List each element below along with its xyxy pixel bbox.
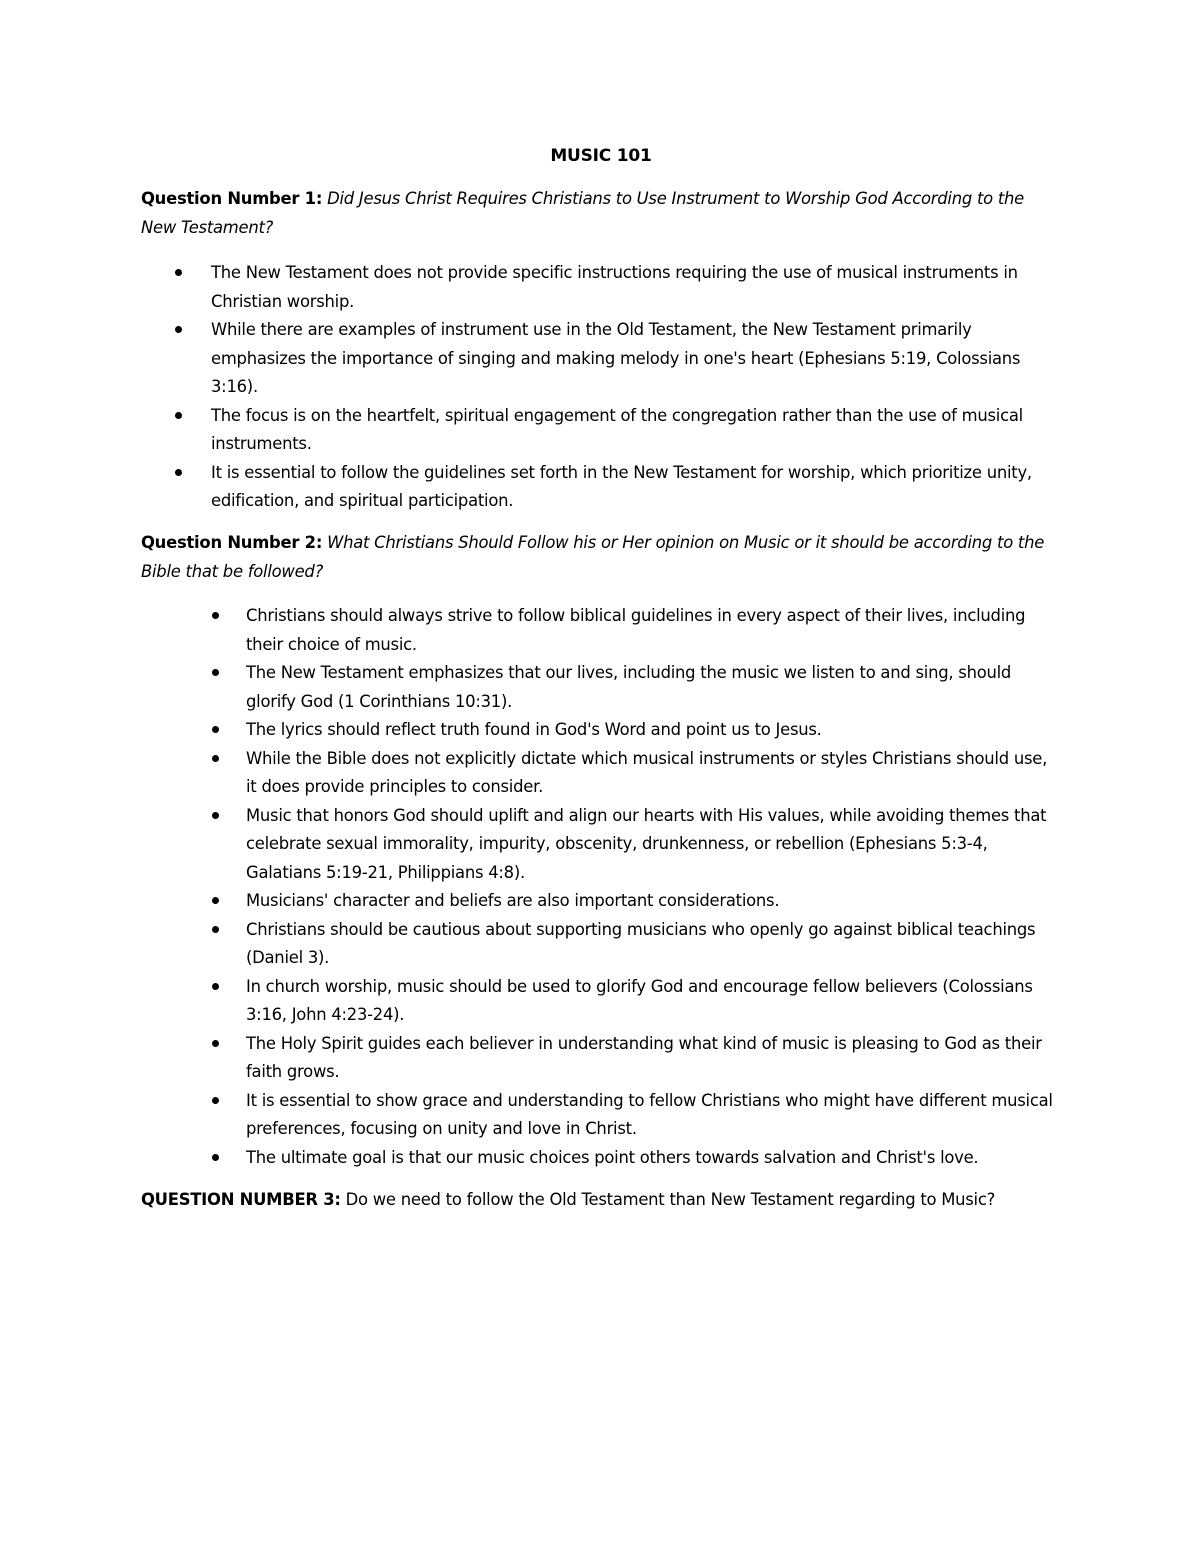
question-1-text: Did Jesus Christ Requires Christians to Use Instrument to Worship God According to the New Testament? — [141, 189, 1025, 237]
bullet-text: While the Bible does not explicitly dictate which musical instruments or styles Christians should use, it does provide principles to consider. — [246, 748, 1048, 796]
bullet-text: The ultimate goal is that our music choices point others towards salvation and Christ's love. — [246, 1147, 979, 1167]
bullet-item — [246, 802, 1061, 888]
bullet-icon — [212, 669, 219, 676]
bullet-item — [211, 459, 1061, 516]
bullet-icon — [175, 326, 182, 333]
bullet-text: Christians should be cautious about supporting musicians who openly go against biblical teachings (Daniel 3). — [246, 919, 1036, 967]
bullet-item — [246, 887, 1061, 916]
bullet-item — [246, 659, 1061, 716]
bullet-text: The Holy Spirit guides each believer in understanding what kind of music is pleasing to God as their faith grows. — [246, 1033, 1042, 1081]
bullet-item — [246, 716, 1061, 745]
bullet-icon — [212, 726, 219, 733]
bullet-icon — [175, 269, 182, 276]
bullet-icon — [212, 755, 219, 762]
question-3 — [141, 1186, 1061, 1215]
bullet-item — [246, 1087, 1061, 1144]
question-2-label: Question Number 2: — [141, 533, 323, 552]
document-title: MUSIC 101 — [550, 146, 652, 166]
bullet-text: Music that honors God should uplift and align our hearts with His values, while avoiding themes that celebrate sexual immorality, impurity, obscenity, drunkenness, or rebellion (Ephesians 5:3-4, Galatians 5:19-21, Philippians 4:8). — [246, 805, 1047, 882]
bullet-text: The focus is on the heartfelt, spiritual engagement of the congregation rather than the use of musical instruments. — [211, 405, 1023, 453]
bullet-icon — [212, 897, 219, 904]
bullet-item — [211, 402, 1061, 459]
question-1 — [141, 185, 1061, 242]
bullet-text: The New Testament emphasizes that our lives, including the music we listen to and sing, should glorify God (1 Corinthians 10:31). — [246, 663, 1012, 711]
bullet-item — [211, 259, 1061, 316]
bullet-text: While there are examples of instrument use in the Old Testament, the New Testament primarily emphasizes the importance of singing and making melody in one's heart (Ephesians 5:19, Colossians 3:16). — [211, 320, 1021, 396]
bullet-item — [246, 1144, 1061, 1173]
bullet-icon — [175, 469, 182, 476]
bullet-text: It is essential to show grace and understanding to fellow Christians who might have different musical preferences, focusing on unity and love in Christ. — [246, 1090, 1053, 1138]
bullet-item — [246, 602, 1061, 659]
bullet-item — [211, 316, 1061, 402]
bullet-icon — [212, 812, 219, 819]
question-2 — [141, 529, 1061, 586]
question-2-bullet-list — [246, 602, 1061, 1172]
bullet-text: The New Testament does not provide specific instructions requiring the use of musical instruments in Christian worship. — [211, 263, 1018, 311]
bullet-icon — [212, 983, 219, 990]
bullet-text: It is essential to follow the guidelines set forth in the New Testament for worship, which prioritize unity, edification, and spiritual participation. — [211, 462, 1032, 510]
bullet-text: In church worship, music should be used to glorify God and encourage fellow believers (Colossians 3:16, John 4:23-24). — [246, 976, 1033, 1024]
bullet-icon — [212, 1097, 219, 1104]
bullet-item — [246, 916, 1061, 973]
bullet-item — [246, 745, 1061, 802]
bullet-icon — [212, 1154, 219, 1161]
bullet-item — [246, 973, 1061, 1030]
bullet-icon — [212, 612, 219, 619]
bullet-text: Christians should always strive to follow biblical guidelines in every aspect of their lives, including their choice of music. — [246, 606, 1026, 654]
bullet-text: The lyrics should reflect truth found in God's Word and point us to Jesus. — [246, 720, 822, 739]
bullet-icon — [175, 412, 182, 419]
bullet-item — [246, 1030, 1061, 1087]
question-2-text: What Christians Should Follow his or Her opinion on Music or it should be according to the Bible that be followed? — [141, 533, 1045, 581]
question-3-label: QUESTION NUMBER 3: — [141, 1190, 341, 1209]
question-3-text: Do we need to follow the Old Testament than New Testament regarding to Music? — [345, 1190, 996, 1209]
bullet-text: Musicians' character and beliefs are also important considerations. — [246, 891, 780, 910]
question-1-label: Question Number 1: — [141, 189, 323, 208]
question-1-bullet-list — [211, 259, 1061, 516]
bullet-icon — [212, 1040, 219, 1047]
bullet-icon — [212, 926, 219, 933]
